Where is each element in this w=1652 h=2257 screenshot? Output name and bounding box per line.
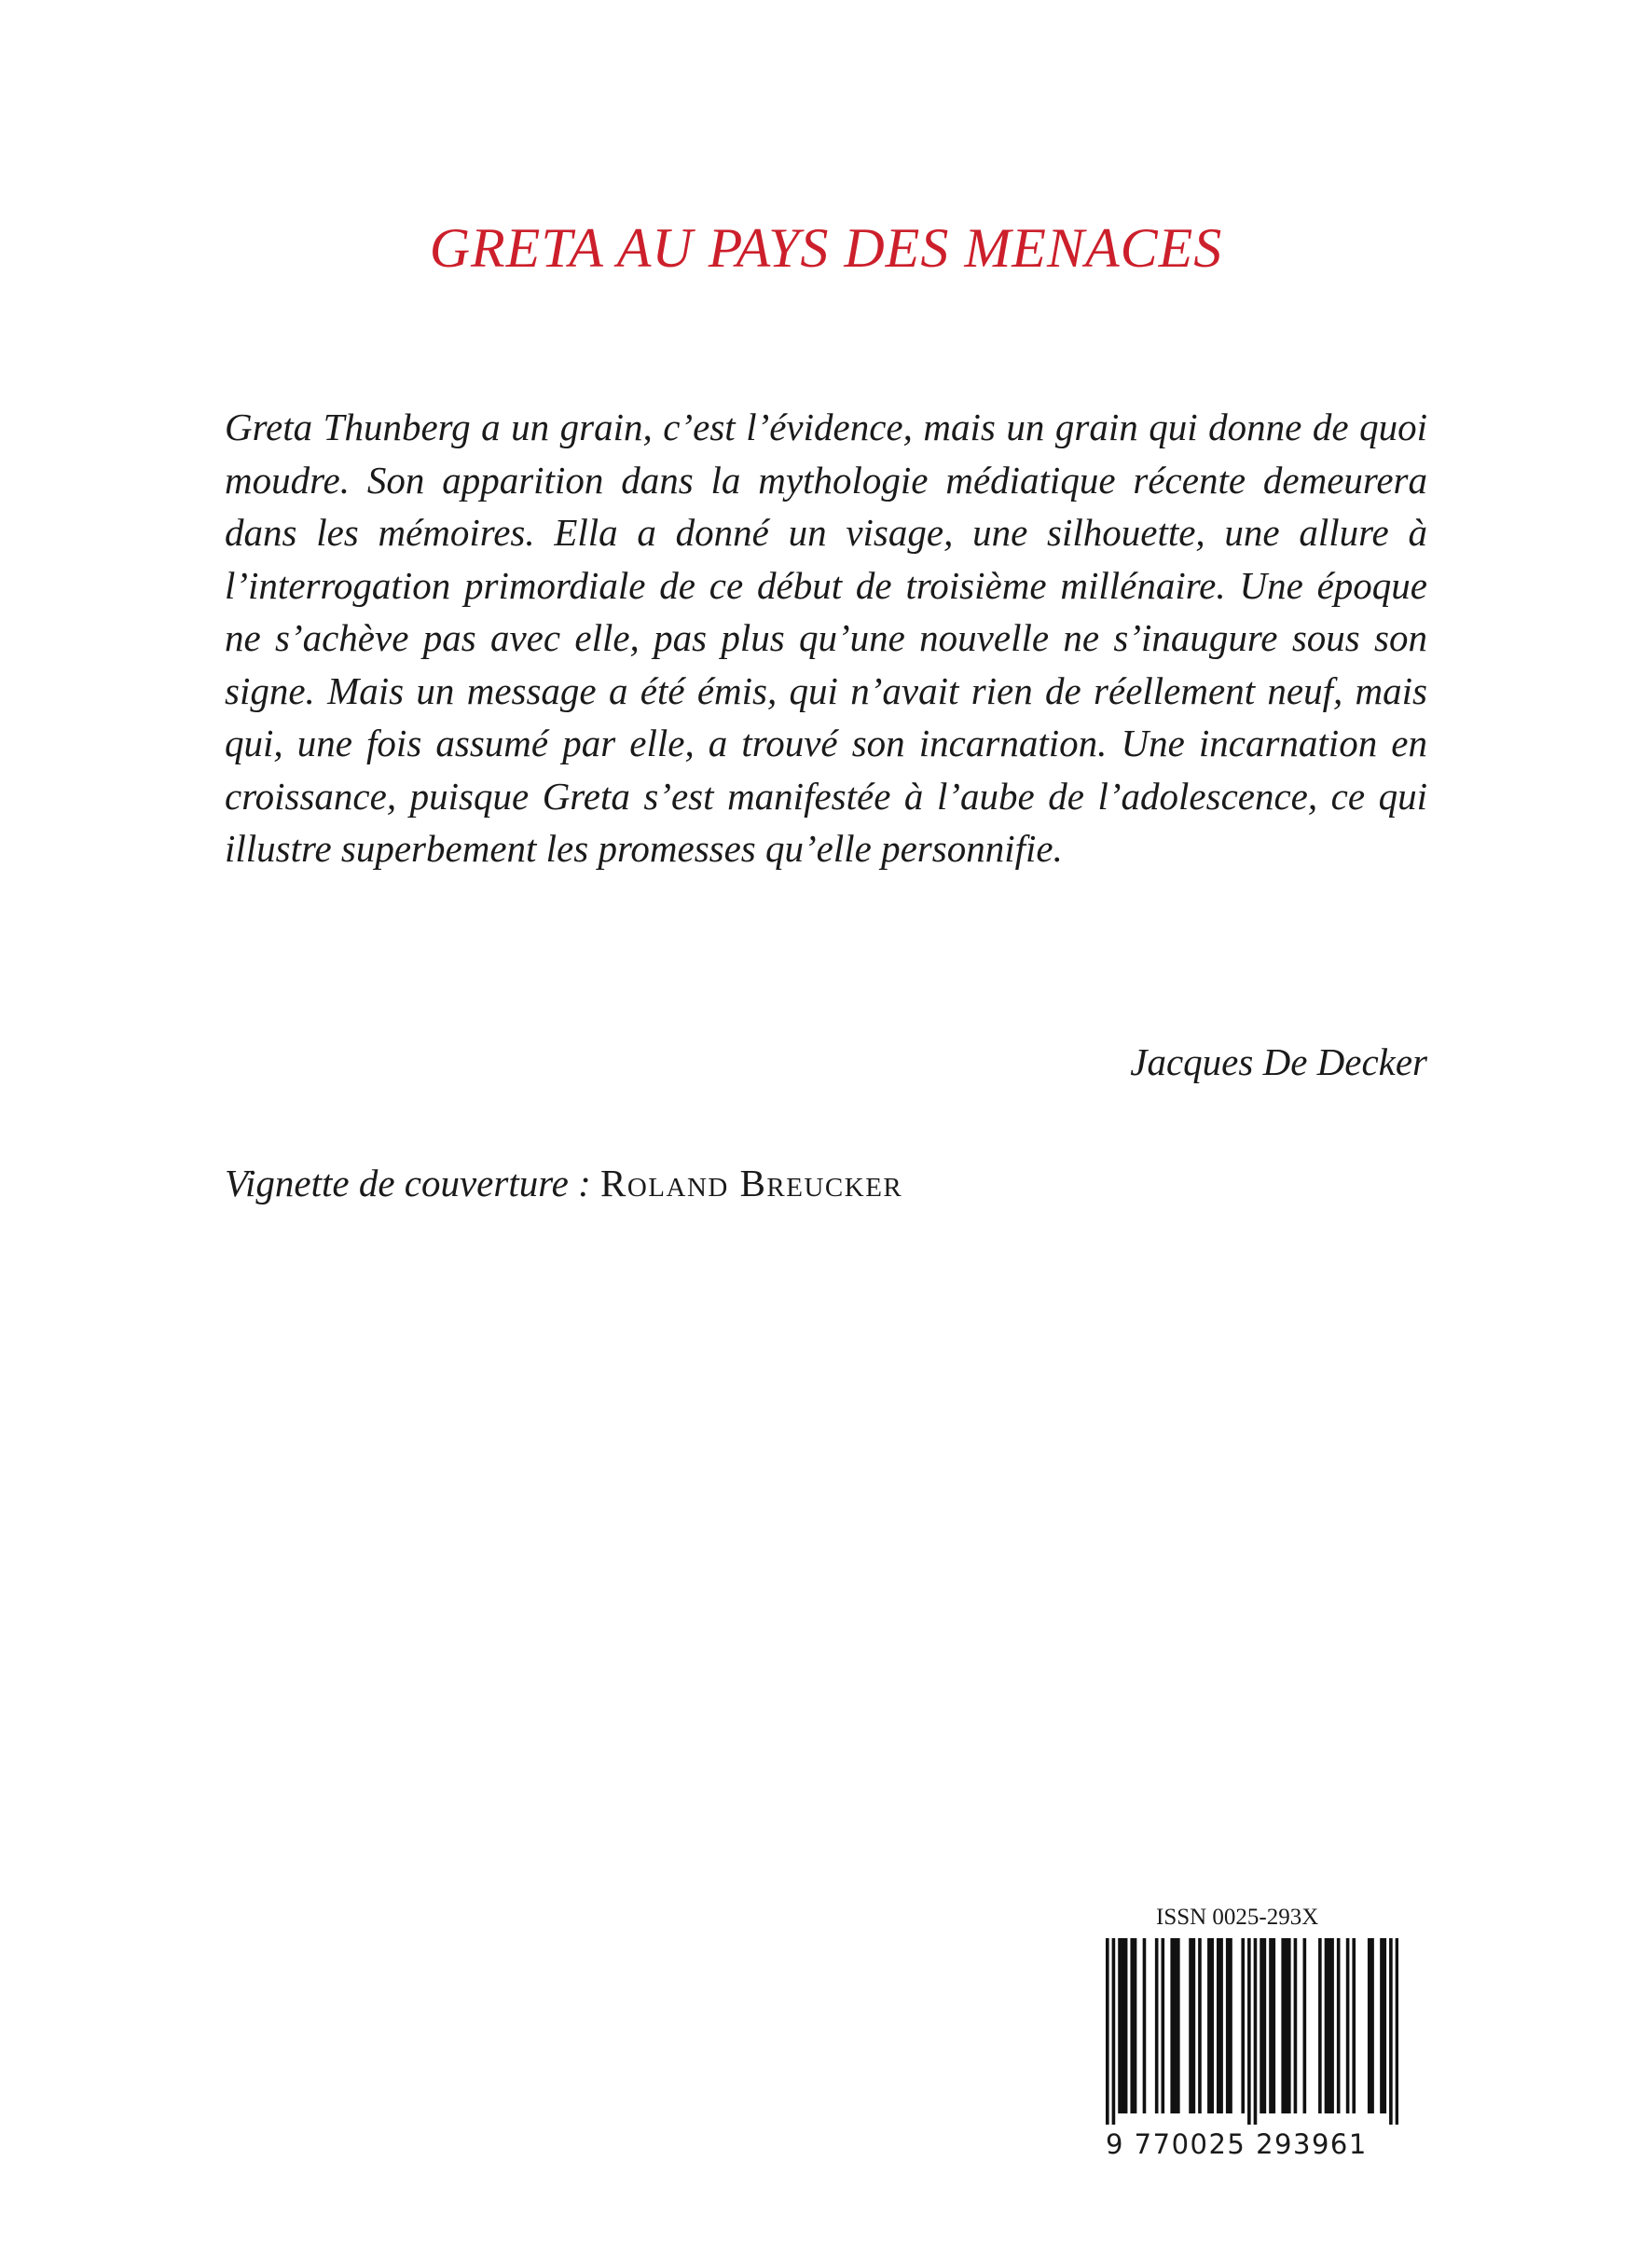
barcode-bar (1380, 1938, 1384, 2113)
barcode-bar (1396, 1938, 1398, 2125)
barcode-bar (1112, 1938, 1116, 2125)
barcode-bar (1124, 1938, 1128, 2113)
cover-credit (225, 1161, 902, 1205)
barcode-digits: 9 770025 293961 (1106, 2128, 1368, 2160)
barcode-bar (1217, 1938, 1220, 2113)
barcode-bar (1143, 1938, 1147, 2113)
barcode-bar (1285, 1938, 1288, 2113)
barcode-bar (1281, 1938, 1285, 2113)
barcode-bar (1161, 1938, 1164, 2113)
cover-credit-name: Roland Breucker (600, 1162, 903, 1204)
barcode-bar (1346, 1938, 1350, 2113)
barcode-image (1106, 1938, 1398, 2125)
barcode-bar (1122, 1938, 1125, 2113)
issn-label: ISSN 0025-293X (1156, 1905, 1319, 1930)
barcode-bar (1210, 1938, 1214, 2113)
barcode-bar (1174, 1938, 1177, 2113)
barcode-bar (1229, 1938, 1232, 2113)
barcode-bar (1118, 1938, 1122, 2113)
blurb-text: Greta Thunberg a un grain, c’est l’évidence, mais un grain qui donne de quoi moudre. Son apparition dans la mythologie médiatique récente demeurera dans les mémoires. Ella a donné un visage, une silhouette, une allure à l’interrogation primordiale de ce début de troisième millénaire. Une époque ne s’achève pas avec elle, pas plus qu’une nouvelle ne s’inaugure sous son signe. Mais un message a été émis, qui n’avait rien de réellement neuf, mais qui, une fois assumé par elle, a trouvé son incarnation. Une incarnation en croissance, puisque Greta s’est manifestée à l’aube de l’adolescence, ce qui illustre superbement les promesses qu’elle personnifie. (225, 406, 1427, 870)
barcode-bar (1189, 1938, 1192, 2113)
blurb-author: Jacques De Decker (1130, 1040, 1427, 1083)
barcode-bar (1318, 1938, 1322, 2113)
cover-credit-label: Vignette de couverture : (225, 1162, 591, 1204)
back-cover-title: GRETA AU PAYS DES MENACES (429, 217, 1223, 279)
barcode-bar (1352, 1938, 1356, 2113)
barcode-bar (1247, 1938, 1251, 2125)
barcode-bar (1254, 1938, 1258, 2125)
barcode-bar (1192, 1938, 1196, 2113)
barcode-bar (1368, 1938, 1371, 2113)
barcode-bar (1241, 1938, 1245, 2113)
barcode-bar (1155, 1938, 1159, 2113)
barcode-bar (1226, 1938, 1230, 2113)
barcode-bar (1134, 1938, 1137, 2113)
barcode-bar (1287, 1938, 1291, 2113)
barcode-bar (1130, 1938, 1134, 2113)
barcode-bar (1219, 1938, 1223, 2113)
barcode-bar (1325, 1938, 1328, 2113)
barcode-bar (1170, 1938, 1174, 2113)
barcode-bar (1330, 1938, 1334, 2113)
barcode-bar (1198, 1938, 1202, 2113)
barcode-bar (1328, 1938, 1331, 2113)
barcode-bar (1303, 1938, 1307, 2113)
barcode-bar (1260, 1938, 1263, 2113)
barcode-bar (1337, 1938, 1341, 2113)
barcode-bar (1383, 1938, 1386, 2113)
barcode-bar (1106, 1938, 1109, 2125)
barcode-bar (1272, 1938, 1275, 2113)
barcode-bar (1294, 1938, 1298, 2113)
barcode-bar (1207, 1938, 1211, 2113)
barcode-bar (1389, 1938, 1393, 2125)
barcode-bar (1177, 1938, 1180, 2113)
barcode-bar (1263, 1938, 1267, 2113)
barcode-bar (1370, 1938, 1374, 2113)
barcode-bar (1269, 1938, 1273, 2113)
